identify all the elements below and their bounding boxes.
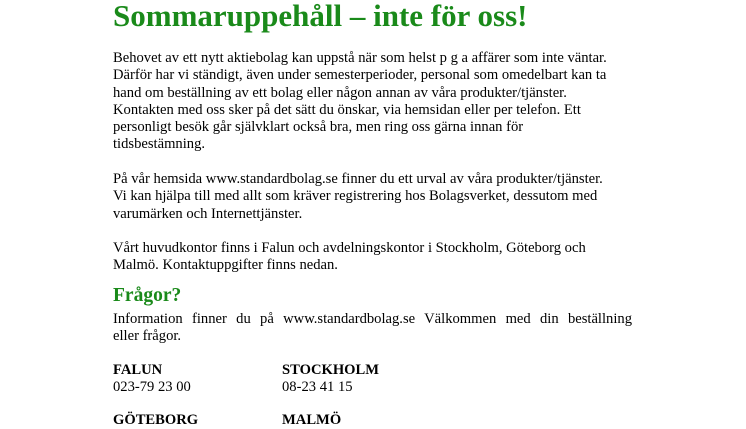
contact-stockholm [282, 362, 379, 397]
contact-city: STOCKHOLM [282, 362, 380, 378]
contact-phone: 023-79 23 00 [113, 379, 191, 396]
intro-line: Kontakten med oss sker på det sätt du önskar, via hemsidan eller per telefon. Ett [113, 101, 581, 118]
intro-line: Behovet av ett nytt aktiebolag kan uppstå när som helst p g a affärer som inte väntar. [113, 50, 607, 66]
questions-line: eller frågor. [113, 328, 182, 345]
contact-malmo [282, 412, 341, 429]
contact-goteborg [113, 412, 198, 429]
offices-line: Malmö. Kontaktuppgifter finns nedan. [113, 257, 338, 274]
services-line: På vår hemsida www.standardbolag.se finner du ett urval av våra produkter/tjänster. [113, 171, 603, 187]
offices-line: Vårt huvudkontor finns i Falun och avdelningskontor i Stockholm, Göteborg och [113, 240, 586, 256]
intro-line: personligt besök går självklart också bra, men ring oss gärna innan för [113, 119, 524, 136]
page-title: Sommaruppehåll – inte för oss! [113, 0, 528, 33]
questions-paragraph [113, 311, 632, 346]
questions-line: Information finner du på www.standardbolag.se Välkommen med din beställning [113, 311, 632, 327]
intro-paragraph [113, 50, 638, 154]
contact-city: GÖTEBORG [113, 412, 199, 428]
intro-line: hand om beställning av ett bolag eller någon annan av våra produkter/tjänster. [113, 84, 567, 101]
contact-falun [113, 362, 191, 397]
contact-phone: 08-23 41 15 [282, 379, 353, 396]
services-line: Vi kan hjälpa till med allt som kräver registrering hos Bolagsverket, dessutom med [113, 188, 598, 205]
services-paragraph [113, 171, 638, 223]
services-line: varumärken och Internettjänster. [113, 205, 303, 222]
contact-city: FALUN [113, 362, 163, 378]
contact-city: MALMÖ [282, 412, 342, 428]
offices-paragraph [113, 240, 638, 275]
intro-line: tidsbestämning. [113, 136, 206, 153]
intro-line: Därför har vi ständigt, även under semesterperioder, personal som omedelbart kan ta [113, 67, 607, 84]
questions-heading: Frågor? [113, 285, 182, 306]
